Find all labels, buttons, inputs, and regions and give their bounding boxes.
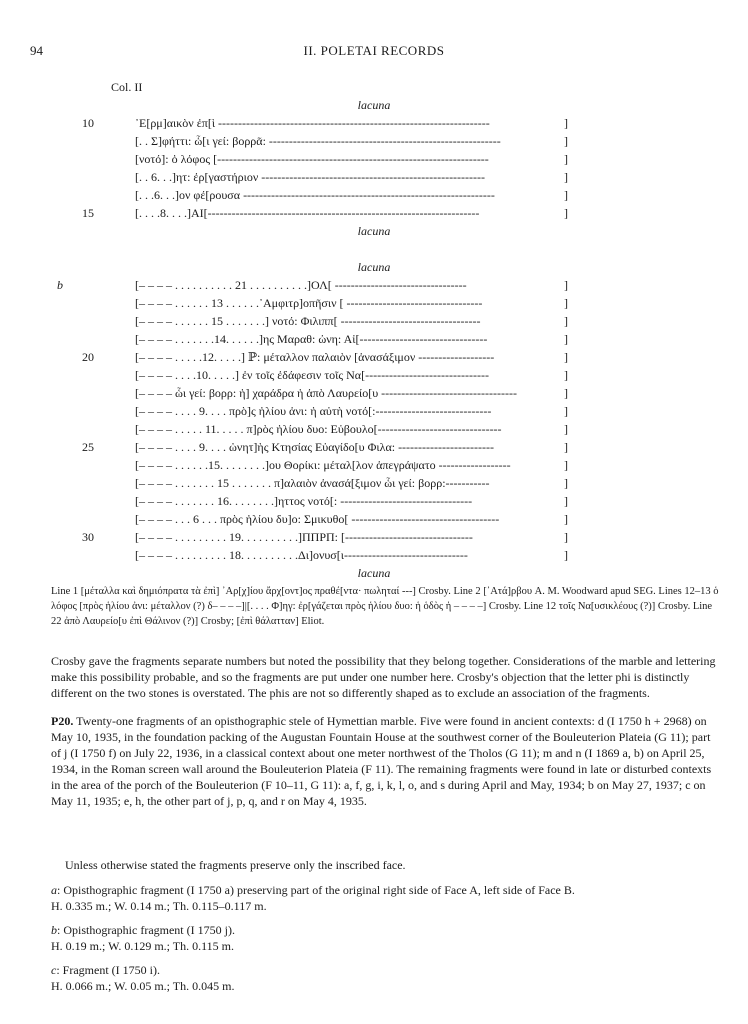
p20-label: P20. — [51, 714, 74, 728]
lacuna-top: lacuna — [357, 98, 391, 112]
fragment-letter: a — [51, 883, 57, 897]
inscription-line: [– – – – . . . . . . .14. . . . . .]ης Μαραθ: ὠνη: Αἰ[-------------------------------- ] — [135, 332, 568, 346]
inscription-line: [νοτό]: ὁ λόφος [-------------------------------------------------------------------- ] — [135, 152, 568, 166]
p20-entry — [51, 713, 723, 809]
lacuna-b-top: lacuna — [357, 260, 391, 274]
inscription-line: [. . Σ]φήττι: ὧ[ι γεί: βορρᾶ: ---------------------------------------------------------- ] — [135, 134, 568, 148]
fragment-letter: b — [51, 923, 57, 937]
inscription-line: [– – – – . . . . 9. . . . πρὸ]ς ἡλίου ἀνι: ἡ αὐτὴ νοτό[:----------------------------- ] — [135, 404, 568, 418]
lacuna-bottom: lacuna — [357, 566, 391, 580]
inscription-line: [– – – – . . . . . . . 15 . . . . . . . π]αλαιὸν ἀνασά[ξιμον ὧι γεί: βορρ:----------- ] — [135, 476, 568, 490]
inscription-line: [– – – – . . . . . . 13 . . . . . .᾿Αμφιτρ]οπῆσιν [ ---------------------------------- ] — [135, 296, 568, 310]
apparatus-criticus: Line 1 [μέταλλα καὶ δημιόπρατα τὰ ἐπὶ] ᾿Αρ[χ]ίου ἄρχ[οντ]ος πραθέ[ντα· πωληταί ---] Crosby. Line 2 [᾿Ατά]ρβου A. M. Woodward apud SEG. Lines 12–13 ὁ λόφος [πρὸς ἡλίου ἀνι: μέταλλον (?) δ– – – –]|[. . . . Φ]ηγ: ἐρ[γάζεται πρὸς ἡλίου δυο: ἡ ὁδὸς ἡ – – – –] Crosby. Line 12 τοῖς Να[υσικλέους (?)] Crosby. Line 22 ἀπὸ Λαυρείο[υ ἐπὶ Θάλινον (?)] Crosby; [ἐπὶ θάλατταν] Eliot. — [51, 586, 719, 627]
inscription-line: [– – – – . . . . . . . 16. . . . . . . .]ηττος νοτό[: --------------------------------- ] — [135, 494, 568, 508]
page-number: 94 — [30, 43, 43, 58]
fragment-dims: H. 0.335 m.; W. 0.14 m.; Th. 0.115–0.117 m. — [51, 899, 267, 913]
inscription-line: [– – – – . . . . . . . . . 18. . . . . . . . . .Δι]ονυσ[ι------------------------------- ] — [135, 548, 568, 562]
inscription-line: [– – – – . . . . . . 15 . . . . . . .] νοτό: Φιλιππ[ ----------------------------------- ] — [135, 314, 568, 328]
fragment-dims: H. 0.19 m.; W. 0.129 m.; Th. 0.115 m. — [51, 939, 235, 953]
inscription-line: [– – – – . . . 6 . . . πρὸς ἡλίου δυ]ο: Σμικυθο[ ------------------------------------- ] — [135, 512, 568, 526]
inscription-line: 30 [– – – – . . . . . . . . . 19. . . . . . . . . .]ΠΠΡΠ: [-------------------------------- ] — [82, 530, 568, 544]
fragment-a — [51, 882, 723, 914]
fragment-desc: : Opisthographic fragment (I 1750 a) preserving part of the original right side of Face A, left side of Face B. — [57, 883, 575, 897]
fragment-b-label: b — [57, 278, 63, 292]
inscription-line: 20 [– – – – . . . . .12. . . . .] ℙ: μέταλλον παλαιὸν [ἀνασάξιμον ------------------- ] — [82, 350, 568, 364]
inscription-line: [– – – – . . . . . . . . . . 21 . . . . . . . . . .]ΟΛ[ --------------------------------- ] — [135, 278, 568, 292]
inscription-line: [– – – – . . . . . 11. . . . . π]ρὸς ἡλίου δυο: Εὐβουλο[------------------------------- ] — [135, 422, 568, 436]
inscription-line: [. . 6. . .]ητ: ἐρ[γαστήριον -------------------------------------------------------- ] — [135, 170, 568, 184]
fragment-letter: c — [51, 963, 57, 977]
inscription-line: [– – – – ὧι γεί: βορρ: ἡ] χαράδρα ἡ ἀπὸ Λαυρείο[υ ---------------------------------- ] — [135, 386, 568, 400]
p20-description: Twenty-one fragments of an opisthographic stele of Hymettian marble. Five were found in ancient contexts: d (I 1750 h + 2968) on May 10, 1935, in the foundation packing of the Augustan Fountain House at the southwest corner of the Bouleuterion Plateia (G 11); part of j (I 1750 f) on July 22, 1936, in a classical context about one meter northwest of the Tholos (G 11); m and n (I 1869 a, b) on April 25, 1934, in the Roman screen wall around the Bouleuterion Plateia (F 11). The remaining fragments were found in late or disturbed contexts in the area of the porch of the Bouleuterion (F 10–11, G 11): a, f, g, i, k, l, o, and s during April and May, 1934; b on May 27, 1937; c on May 11, 1935; e, h, the other part of j, p, q, and r on May 4, 1935. — [51, 714, 712, 808]
inscription-line: 10 ᾿Ε[ρμ]αικὸν ἐπ[ὶ -------------------------------------------------------------------- ] — [82, 116, 568, 130]
running-head: II. POLETAI RECORDS — [303, 43, 445, 58]
fragment-dims: H. 0.066 m.; W. 0.05 m.; Th. 0.045 m. — [51, 979, 235, 993]
inscription-line: [– – – – . . . .10. . . . .] ἐν τοῖς ἐδάφεσιν τοῖς Να[------------------------------- ] — [135, 368, 568, 382]
inscription-line: 15 [. . . .8. . . .]ΑΙ[-------------------------------------------------------------------- ] — [82, 206, 568, 220]
fragment-b — [51, 922, 723, 954]
fragment-c — [51, 962, 723, 994]
lacuna-mid: lacuna — [357, 224, 391, 238]
commentary-paragraph: Crosby gave the fragments separate numbers but noted the possibility that they belong together. Considerations of the marble and lettering make this possibility probable, and so the fragments are put under one number here. Crosby's objection that the letter phi is distinctly different on the two stones is overstated. The phis are not so differently shaped as to exclude an association of the fragments. — [51, 654, 716, 700]
inscription-line: 25 [– – – – . . . . 9. . . . ὠνητ]ὴς Κτησίας Εὐαγίδο[υ Φιλα: ------------------------ ] — [82, 440, 568, 454]
inscription-line: [– – – – . . . . . .15. . . . . . . .]ου Θορίκι: μέταλ[λον ἀπεγράψατο ------------------ ] — [135, 458, 568, 472]
p20-note: Unless otherwise stated the fragments preserve only the inscribed face. — [65, 858, 406, 872]
fragment-desc: : Fragment (I 1750 i). — [56, 963, 160, 977]
column-label: Col. II — [111, 80, 143, 94]
fragment-desc: : Opisthographic fragment (I 1750 j). — [57, 923, 235, 937]
inscription-line: [. . .6. . .]ον φέ[ρουσα --------------------------------------------------------------- ] — [135, 188, 568, 202]
